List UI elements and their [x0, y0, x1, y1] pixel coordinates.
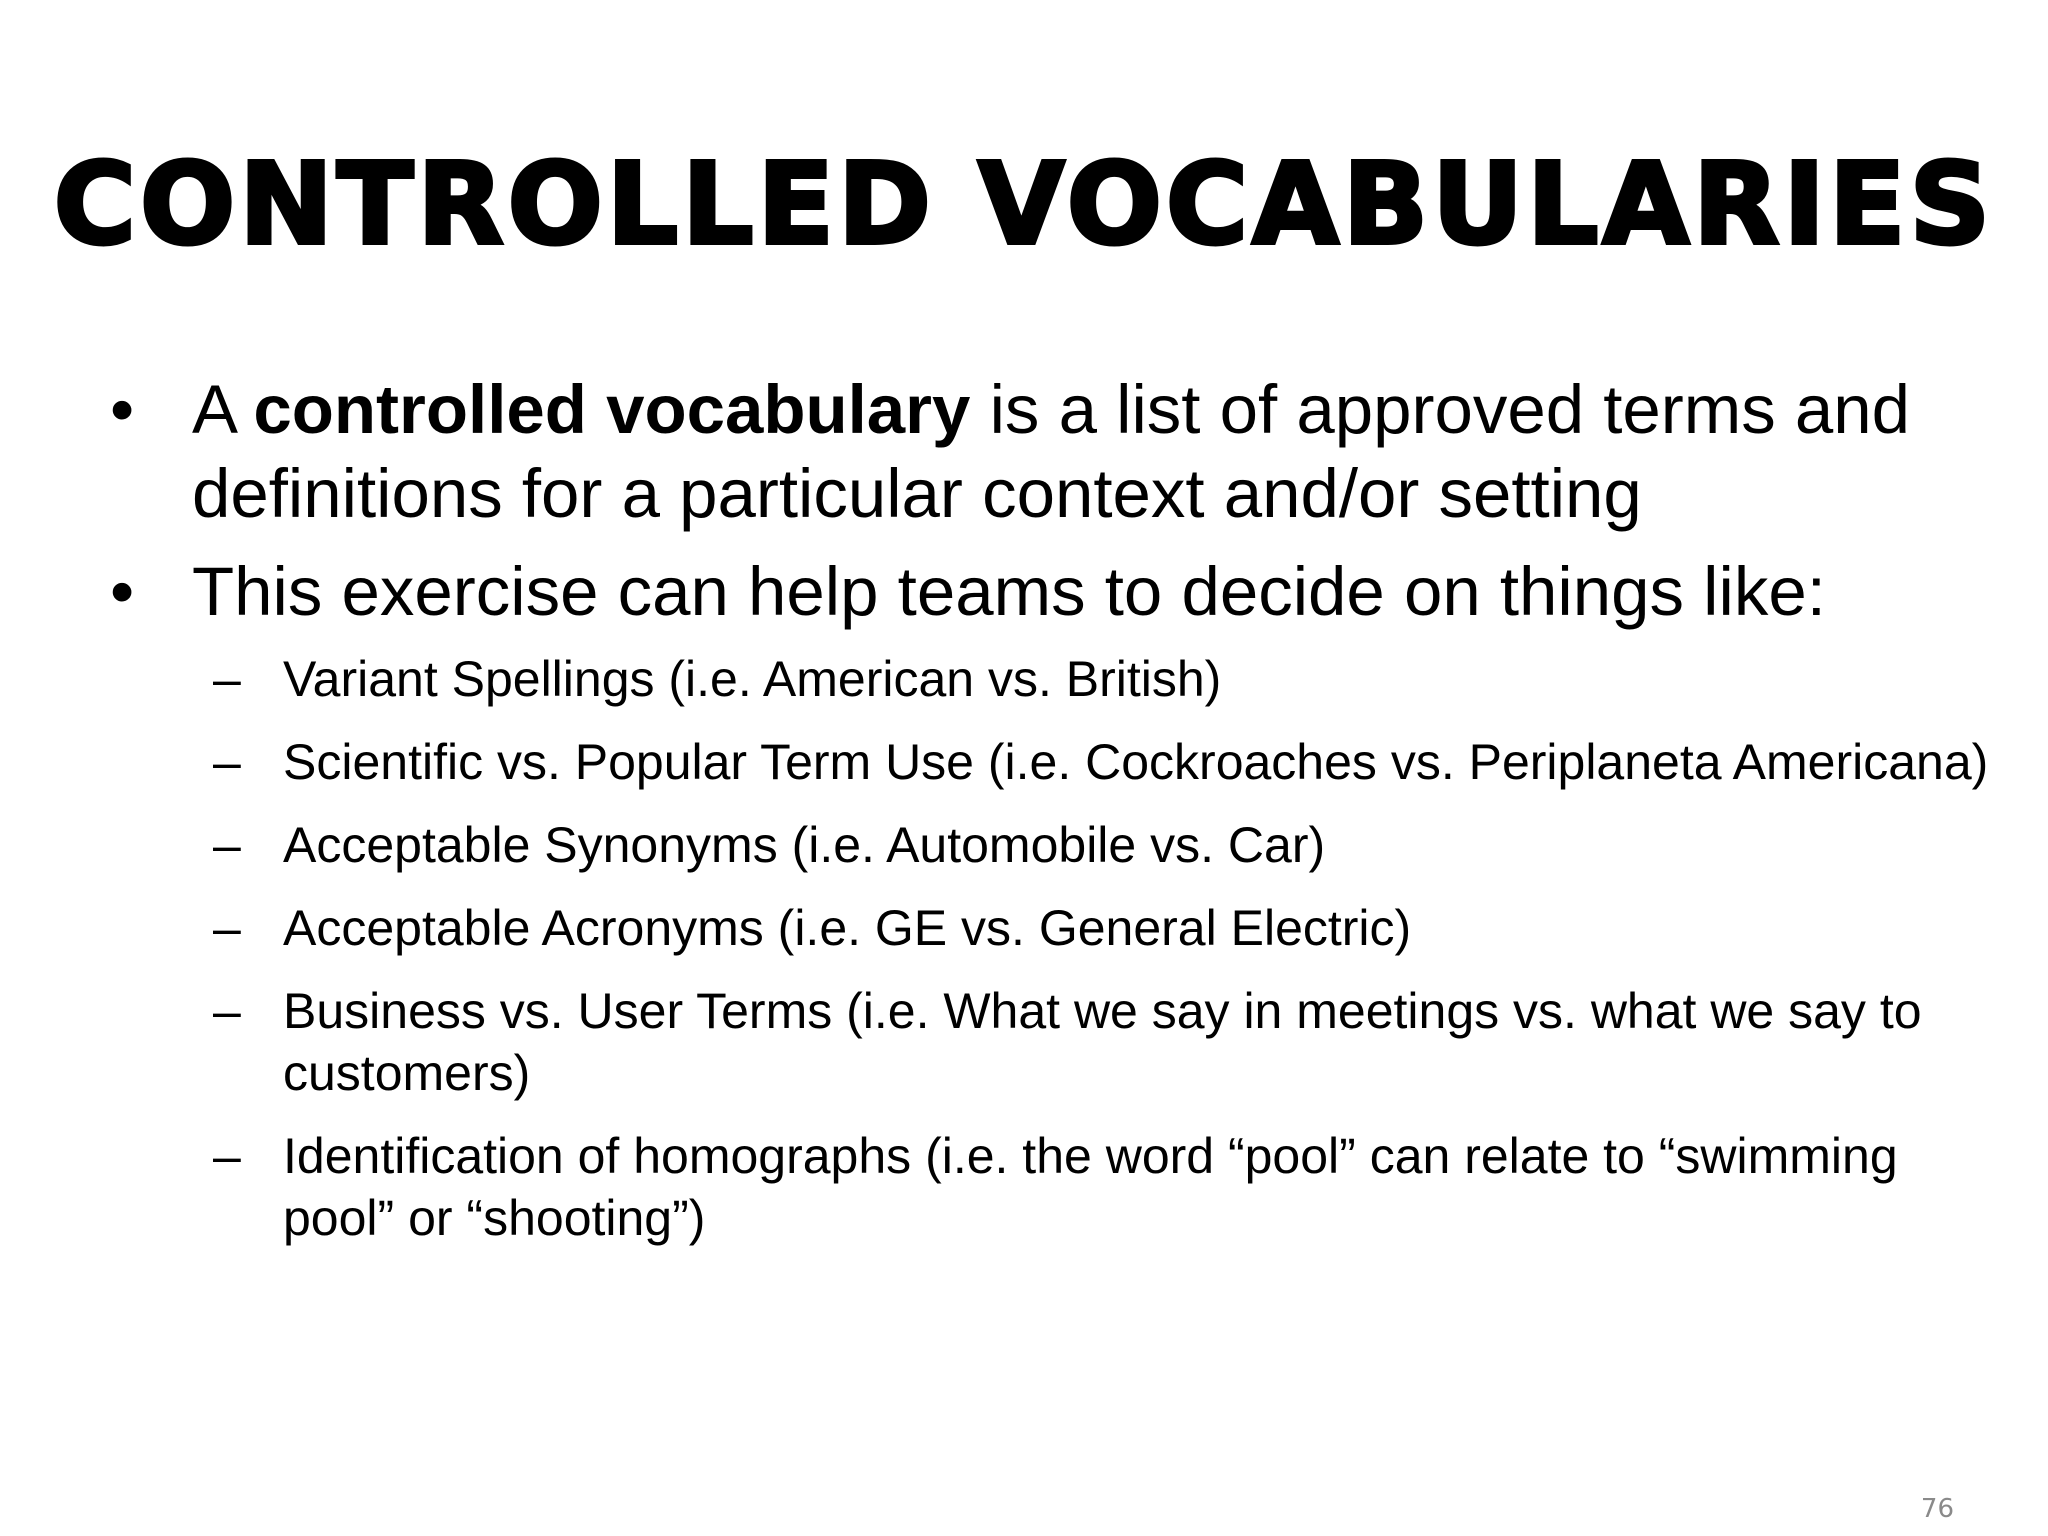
sub-bullet-text: Acceptable Acronyms (i.e. GE vs. General Electric)	[283, 900, 1412, 956]
bullet-item-exercise	[110, 550, 1990, 634]
sub-bullet-text: Identification of homographs (i.e. the word “pool” can relate to “swimming pool” or “shooting”)	[283, 1128, 1898, 1246]
sub-bullet-text: Variant Spellings (i.e. American vs. British)	[283, 651, 1222, 707]
slide-content	[110, 368, 1990, 1270]
sub-bullet-text: Scientific vs. Popular Term Use (i.e. Cockroaches vs. Periplaneta Americana)	[283, 734, 1989, 790]
sub-bullet-item	[213, 648, 1990, 710]
bullet-item-definition	[110, 368, 1990, 536]
bullet-text: This exercise can help teams to decide on things like:	[192, 553, 1826, 630]
bullet-text-prefix: A	[192, 371, 254, 448]
dash-icon: –	[213, 817, 241, 873]
dash-icon: –	[213, 651, 241, 707]
dash-icon: –	[213, 983, 241, 1039]
bullet-icon: •	[110, 553, 135, 630]
dash-icon: –	[213, 1128, 241, 1184]
sub-bullet-list	[110, 648, 1990, 1249]
page-number: 76	[1920, 1494, 1954, 1524]
sub-bullet-text: Business vs. User Terms (i.e. What we say in meetings vs. what we say to customers)	[283, 983, 1922, 1101]
bullet-text-bold: controlled vocabulary	[253, 371, 971, 448]
sub-bullet-item	[213, 731, 1990, 793]
sub-bullet-text: Acceptable Synonyms (i.e. Automobile vs. Car)	[283, 817, 1326, 873]
dash-icon: –	[213, 900, 241, 956]
bullet-icon: •	[110, 371, 135, 448]
sub-bullet-item	[213, 980, 1990, 1104]
slide-title: CONTROLLED VOCABULARIES	[53, 140, 1995, 270]
sub-bullet-item	[213, 1125, 1990, 1249]
bullet-text-suffix: is a list of approved terms and definitions for a particular context and/or setting	[192, 371, 1911, 532]
sub-bullet-item	[213, 897, 1990, 959]
dash-icon: –	[213, 734, 241, 790]
sub-bullet-item	[213, 814, 1990, 876]
